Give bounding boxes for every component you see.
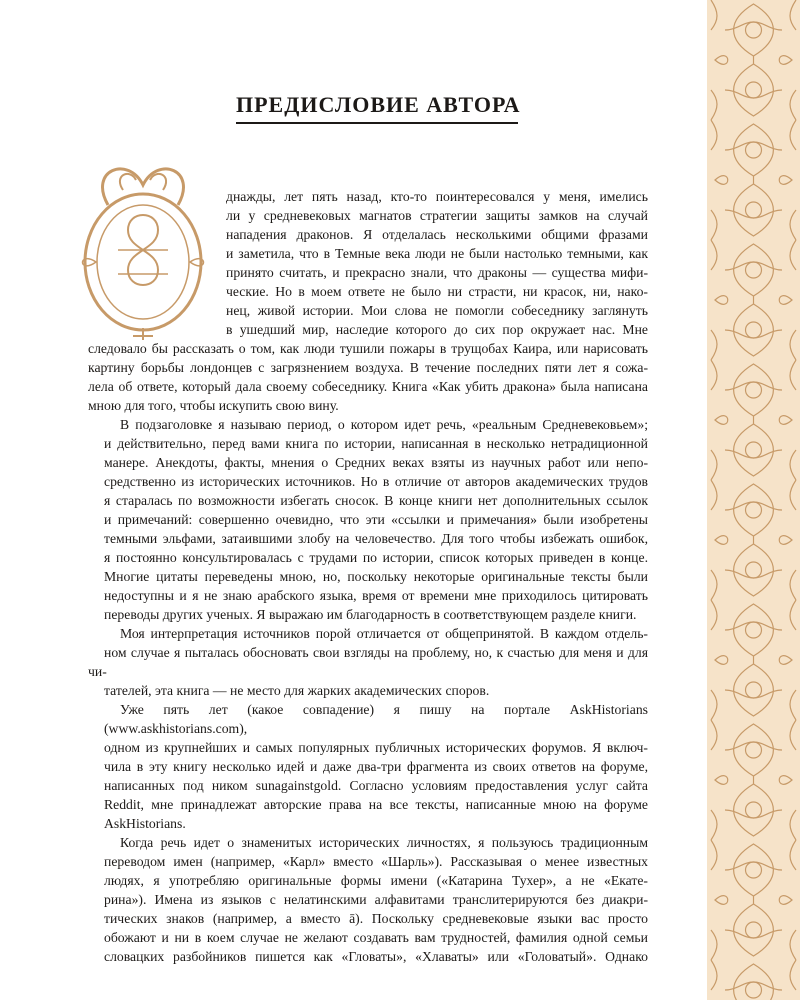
text-line: и действительно, перед вами книга по истории, написанная в несколько нетрадиционной: [104, 436, 648, 451]
text-line: днажды, лет пять назад, кто-то поинтересовался у меня, имелись: [226, 189, 648, 204]
text-line: в ушедший мир, наследие которого до сих пор окружает нас. Мне: [226, 322, 648, 337]
text-line: Моя интерпретация источников порой отличается от общепринятой. В каждом отдель-: [120, 626, 648, 641]
text-line: людях, я употребляю оригинальные формы имени («Катарина Тухер», а не «Екате-: [104, 873, 648, 888]
text-line: манере. Анекдоты, факты, мнения о Средних веках взяты из научных работ или непо-: [104, 455, 648, 470]
text-line: Многие цитаты переведены мною, но, поскольку некоторые оригинальные тексты были: [104, 569, 648, 584]
text-line: переводы других ученых. Я выражаю им благодарность в соответствующем разделе книги.: [104, 607, 637, 622]
text-line: переводом имен (например, «Карл» вместо «Шарль»). Рассказывая о менее известных: [104, 854, 648, 869]
text-line: В подзаголовке я называю период, о котором идет речь, «реальным Средневековьем»;: [120, 417, 648, 432]
paragraph-3: [88, 624, 648, 700]
text-line: рина»). Имена из языков с нелатинскими алфавитами транслитерируются без диакри-: [104, 892, 648, 907]
text-line: написанных под ником sunagainstgold. Согласно условиям предоставления услуг сайта: [104, 778, 648, 793]
text-line: я старалась по возможности избегать сносок. В конце книги нет дополнительных ссылок: [104, 493, 648, 508]
text-line: словацких разбойников пишется как «Гловаты», «Хлаваты» или «Головатый». Однако: [104, 949, 648, 964]
text-line: AskHistorians.: [104, 816, 186, 831]
text-line: и заметила, что в Темные века люди не были настолько темными, как: [226, 246, 648, 261]
text-line: нападения драконов. Я отделалась несколькими общими фразами: [226, 227, 648, 242]
page-title: ПРЕДИСЛОВИЕ АВТОРА: [236, 92, 518, 124]
text-line: ли у средневековых магнатов стратегии защиты замков на случай: [226, 208, 648, 223]
decorative-border-strip: [707, 0, 800, 1000]
text-line: ном случае я пыталась обосновать свои взгляды на проблему, но, к счастью для меня и для чи-: [88, 645, 648, 679]
decorative-border-icon: [707, 0, 800, 1000]
text-line: Уже пять лет (какое совпадение) я пишу на портале AskHistorians (www.askhistorians.com),: [104, 702, 648, 736]
text-line: Reddit, мне принадлежат авторские права на все тексты, написанные мною на форуме: [104, 797, 648, 812]
text-line: ческие. Но в моем ответе не было ни страсти, ни красок, ни, нако-: [226, 284, 648, 299]
text-line: картину борьбы лондонцев с загрязнением воздуха. В течение последних пяти лет я сожа-: [88, 360, 648, 375]
text-line: одном из крупнейших и самых популярных публичных исторических форумов. Я включ-: [104, 740, 648, 755]
text-line: тических знаков (например, а вместо ā). Поскольку средневековые языки вас просто: [104, 911, 648, 926]
text-line: мною для того, чтобы искупить свою вину.: [88, 398, 339, 413]
text-line: лела об ответе, который дала своему собеседнику. Книга «Как убить дракона» была написана: [88, 379, 648, 394]
svg-text:О: О: [139, 262, 147, 273]
text-line: темными эльфами, затаившими злобу на человечество. Для того чтобы избежать ошибок,: [104, 531, 648, 546]
text-line: тателей, эта книга — не место для жарких академических споров.: [104, 683, 490, 698]
paragraph-2: [88, 415, 648, 624]
text-line: чила в эту книгу несколько идей и даже два-три фрагмента из своих ответов на форуме,: [104, 759, 648, 774]
text-line: недоступны и я не знаю арабского языка, время от времени мне приходилось цитировать: [104, 588, 648, 603]
text-line: принято считать, и прекрасно знали, что драконы — существа мифи-: [226, 265, 648, 280]
paragraph-4: [88, 700, 648, 833]
body-text: [88, 187, 648, 966]
text-line: следовало бы рассказать о том, как люди тушили пожары в трущобах Каира, или нарисовать: [88, 341, 648, 356]
text-line: средственно из исторических источников. Но в отличие от авторов академических трудов: [104, 474, 648, 489]
text-line: Когда речь идет о знаменитых исторических личностях, я пользуюсь традиционным: [120, 835, 648, 850]
text-line: я постоянно консультировалась с трудами по истории, список которых приведен в конце.: [104, 550, 648, 565]
paragraph-1: [88, 187, 648, 415]
text-line: и примечаний: совершенно очевидно, что эти «ссылки и примечания» были изобретены: [104, 512, 648, 527]
text-line: нец, живой истории. Мои слова не помогли собеседнику заглянуть: [226, 303, 648, 318]
text-line: обожают и ни в коем случае не желают создавать вам трудностей, фамилия одной семьи: [104, 930, 648, 945]
paragraph-5: [88, 833, 648, 966]
